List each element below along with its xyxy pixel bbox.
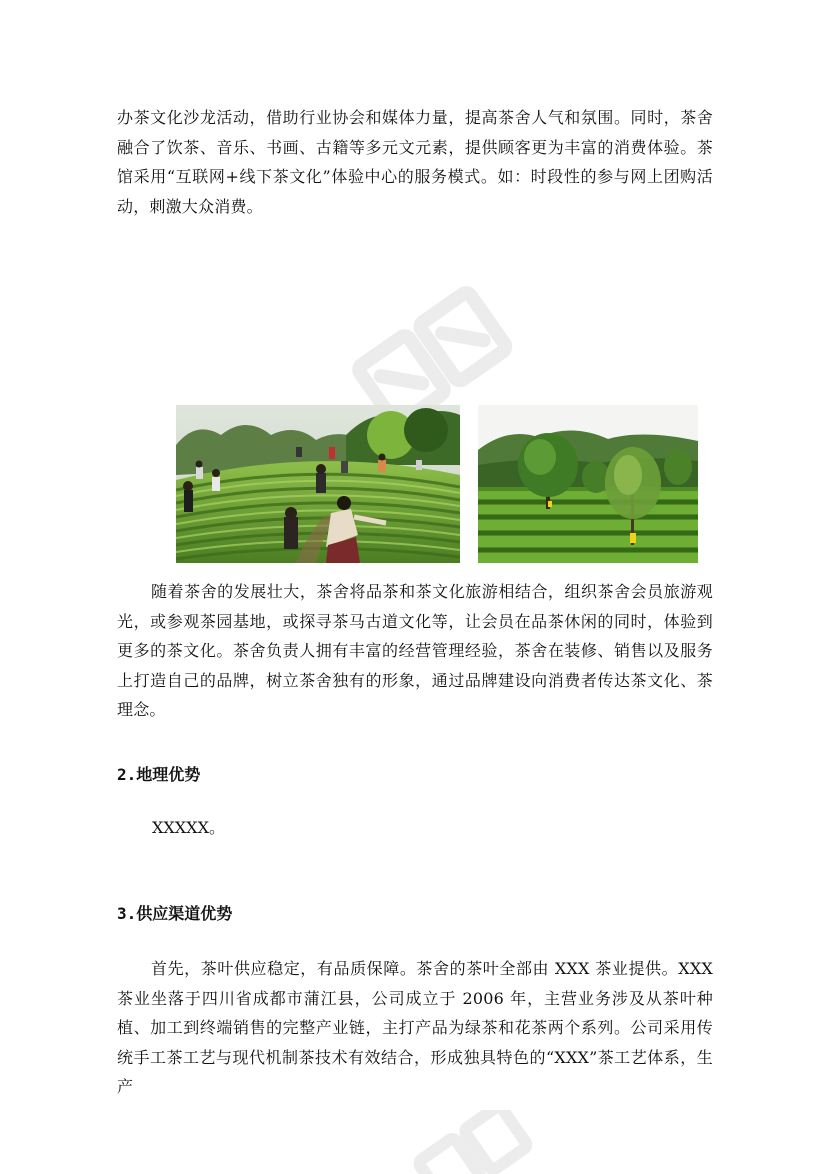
body-paragraph: 办茶文化沙龙活动，借助行业协会和媒体力量，提高茶舍人气和氛围。同时，茶舍融合了饮茶、音乐、书画、古籍等多元文元素，提供顾客更为丰富的消费体验。茶馆采用“互联网+线下茶文化”体验中心的服务模式。如：时段性的参与网上团购活动，刺激大众消费。 bbox=[117, 108, 713, 216]
tea-garden-photo bbox=[478, 405, 698, 563]
tea-pickers-photo bbox=[176, 405, 460, 563]
body-paragraph: 首先，茶叶供应稳定，有品质保障。茶舍的茶叶全部由 XXX 茶业提供。XXX 茶业坐落于四川省成都市蒲江县，公司成立于 2006 年，主营业务涉及从茶叶种植、加工到终端销售的完整产业链，主打产品为绿茶和花茶两个系列。公司采用传统手工茶工艺与现代机制茶技术有效结合，形成独具特色的“XXX”茶工艺体系，生产 bbox=[117, 959, 713, 1096]
section-title: 供应渠道优势 bbox=[136, 904, 233, 923]
watermark-mark bbox=[400, 1110, 540, 1174]
section-number: 2. bbox=[117, 765, 137, 784]
section-heading bbox=[117, 762, 200, 785]
section-title: 地理优势 bbox=[136, 765, 201, 784]
body-paragraph: 随着茶舍的发展壮大，茶舍将品茶和茶文化旅游相结合，组织茶舍会员旅游观光，或参观茶园基地，或探寻茶马古道文化等，让会员在品茶休闲的同时，体验到更多的茶文化。茶舍负责人拥有丰富的经营管理经验，茶舍在装修、销售以及服务上打造自己的品牌，树立茶舍独有的形象，通过品牌建设向消费者传达茶文化、茶理念。 bbox=[117, 582, 713, 719]
section-number: 3. bbox=[117, 904, 137, 923]
section-heading bbox=[117, 901, 232, 924]
placeholder-text: XXXXX。 bbox=[152, 818, 225, 837]
